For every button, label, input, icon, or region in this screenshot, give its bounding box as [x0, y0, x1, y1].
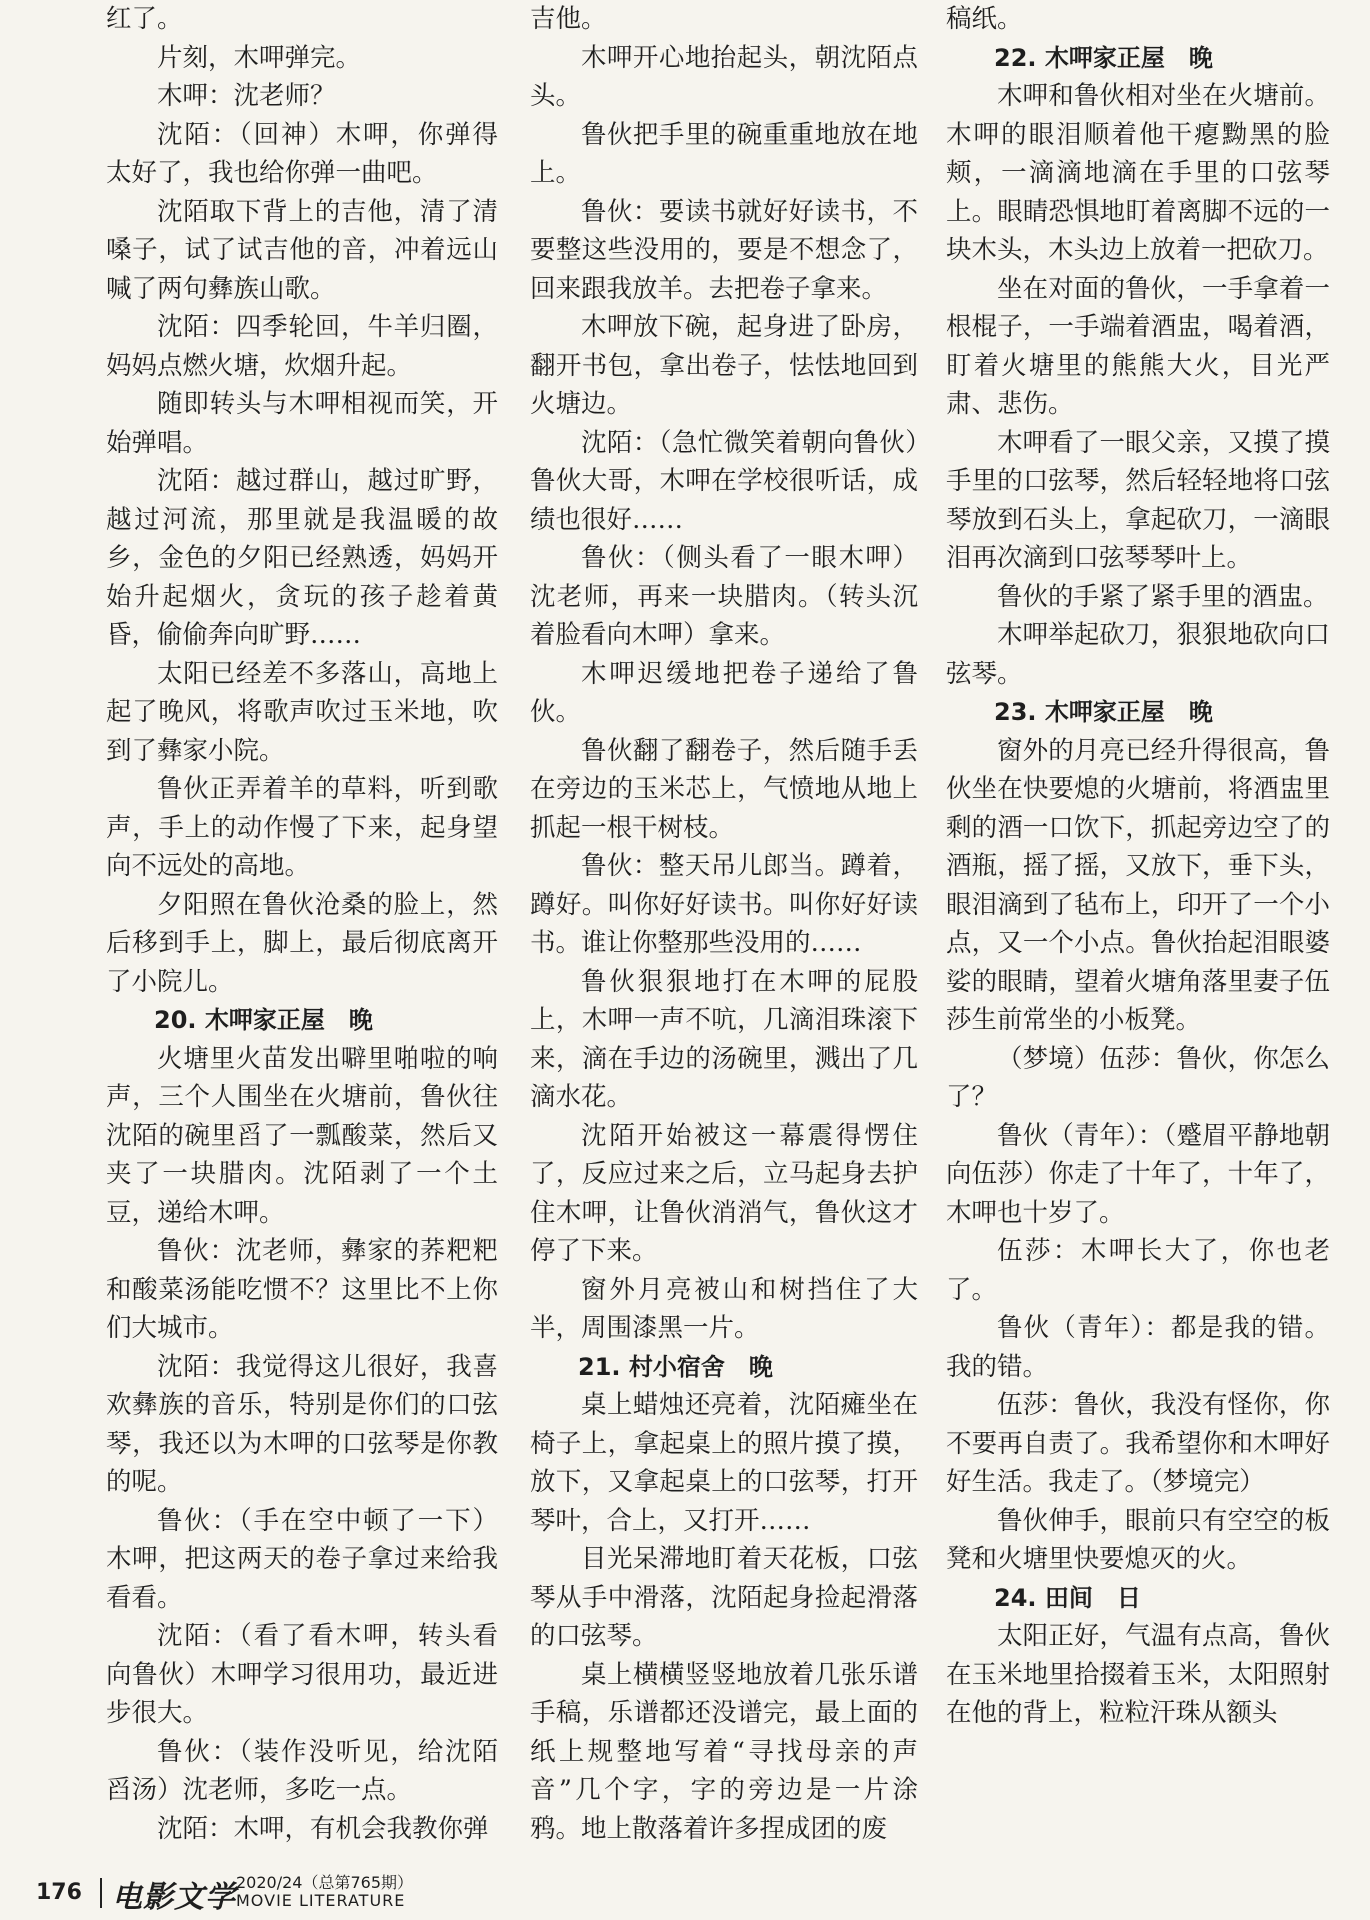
paragraph: 沈陌：我觉得这儿很好，我喜欢彝族的音乐，特别是你们的口弦琴，我还以为木呷的口弦琴是你教的呢。	[106, 1351, 498, 1497]
paragraph: 夕阳照在鲁伙沧桑的脸上，然后移到手上，脚上，最后彻底离开了小院儿。	[106, 889, 498, 997]
paragraph: 窗外的月亮已经升得很高，鲁伙坐在快要熄的火塘前，将酒盅里剩的酒一口饮下，抓起旁边空了的酒瓶，摇了摇，又放下，垂下头，眼泪滴到了毡布上，印开了一个小点，又一个小点。鲁伙抬起泪眼婆娑的眼睛，望着火塘角落里妻子伍莎生前常坐的小板凳。	[946, 735, 1330, 1035]
paragraph: 鲁伙：要读书就好好读书，不要整这些没用的，要是不想念了，回来跟我放羊。去把卷子拿来。	[530, 196, 918, 304]
paragraph: 桌上横横竖竖地放着几张乐谱手稿，乐谱都还没谱完，最上面的纸上规整地写着“寻找母亲的声音”几个字，字的旁边是一片涂鸦。地上散落着许多捏成团的废	[530, 1659, 918, 1844]
magazine-logo: 电影文学	[112, 1880, 236, 1915]
column-1	[106, 0, 498, 1848]
paragraph: 太阳已经差不多落山，高地上起了晚风，将歌声吹过玉米地，吹到了彝家小院。	[106, 658, 498, 766]
paragraph: 沈陌取下背上的吉他，清了清嗓子，试了试吉他的音，冲着远山喊了两句彝族山歌。	[106, 196, 498, 304]
issue-number: 2020/24（总第765期）	[236, 1873, 414, 1892]
scene-heading: 24. 田间 日	[994, 1583, 1141, 1612]
paragraph: 木呷开心地抬起头，朝沈陌点头。	[530, 42, 918, 111]
paragraph: 鲁伙正弄着羊的草料，听到歌声，手上的动作慢了下来，起身望向不远处的高地。	[106, 774, 498, 881]
paragraph: 鲁伙：整天吊儿郎当。蹲着，蹲好。叫你好好读书。叫你好好读书。谁让你整那些没用的……	[530, 851, 918, 958]
column-3	[946, 0, 1330, 1733]
scene-heading: 23. 木呷家正屋 晚	[994, 698, 1213, 726]
page-number: 176	[36, 1880, 82, 1905]
magazine-english-title: MOVIE LITERATURE	[236, 1891, 406, 1910]
paragraph: 木呷看了一眼父亲，又摸了摸手里的口弦琴，然后轻轻地将口弦琴放到石头上，拿起砍刀，一滴眼泪再次滴到口弦琴琴叶上。	[946, 427, 1330, 573]
paragraph: 木呷：沈老师？	[157, 81, 336, 111]
paragraph: 桌上蜡烛还亮着，沈陌瘫坐在椅子上，拿起桌上的照片摸了摸，放下，又拿起桌上的口弦琴，打开琴叶，合上，又打开……	[530, 1390, 918, 1536]
paragraph: 沈陌：木呷，有机会我教你弹	[157, 1813, 489, 1844]
paragraph: 鲁伙狠狠地打在木呷的屁股上，木呷一声不吭，几滴泪珠滚下来，滴在手边的汤碗里，溅出了几滴水花。	[530, 966, 918, 1112]
paragraph: 鲁伙（青年）：（蹙眉平静地朝向伍莎）你走了十年了，十年了，木呷也十岁了。	[946, 1120, 1330, 1228]
paragraph: 木呷迟缓地把卷子递给了鲁伙。	[530, 658, 918, 727]
paragraph: 鲁伙翻了翻卷子，然后随手丢在旁边的玉米芯上，气愤地从地上抓起一根干树枝。	[530, 735, 918, 843]
paragraph: 火塘里火苗发出噼里啪啦的响声，三个人围坐在火塘前，鲁伙往沈陌的碗里舀了一瓢酸菜，然后又夹了一块腊肉。沈陌剥了一个土豆，递给木呷。	[106, 1043, 498, 1228]
paragraph: 鲁伙：沈老师，彝家的荞粑粑和酸菜汤能吃惯不？这里比不上你们大城市。	[106, 1236, 498, 1343]
paragraph: 沈陌：（看了看木呷，转头看向鲁伙）木呷学习很用功，最近进步很大。	[106, 1621, 498, 1728]
paragraph: 沈陌开始被这一幕震得愣住了，反应过来之后，立马起身去护住木呷，让鲁伙消消气，鲁伙这才停了下来。	[530, 1120, 918, 1266]
page-footer	[0, 1870, 1370, 1920]
paragraph: 鲁伙把手里的碗重重地放在地上。	[530, 119, 918, 188]
paragraph: 窗外月亮被山和树挡住了大半，周围漆黑一片。	[530, 1274, 918, 1343]
paragraph: 木呷放下碗，起身进了卧房，翻开书包，拿出卷子，怯怯地回到火塘边。	[530, 312, 918, 419]
scene-heading: 22. 木呷家正屋 晚	[994, 43, 1213, 72]
paragraph: 木呷和鲁伙相对坐在火塘前。木呷的眼泪顺着他干瘪黝黑的脸颊，一滴滴地滴在手里的口弦琴上。眼睛恐惧地盯着离脚不远的一块木头，木头边上放着一把砍刀。	[946, 81, 1330, 265]
paragraph: 沈陌：越过群山，越过旷野，越过河流，那里就是我温暖的故乡，金色的夕阳已经熟透，妈妈开始升起烟火，贪玩的孩子趁着黄昏，偷偷奔向旷野……	[106, 466, 498, 650]
paragraph: 沈陌：（回神）木呷，你弹得太好了，我也给你弹一曲吧。	[106, 119, 498, 188]
paragraph: 太阳正好，气温有点高，鲁伙在玉米地里拾掇着玉米，太阳照射在他的背上，粒粒汗珠从额头	[946, 1621, 1330, 1728]
paragraph: 沈陌：四季轮回，牛羊归圈，妈妈点燃火塘，炊烟升起。	[106, 312, 498, 381]
issue-info	[236, 1874, 413, 1910]
paragraph: 鲁伙：（手在空中顿了一下）木呷，把这两天的卷子拿过来给我看看。	[106, 1505, 498, 1613]
paragraph: 鲁伙：（侧头看了一眼木呷）沈老师，再来一块腊肉。（转头沉着脸看向木呷）拿来。	[530, 543, 918, 650]
paragraph: 伍莎：鲁伙，我没有怪你，你不要再自责了。我希望你和木呷好好生活。我走了。（梦境完）	[946, 1390, 1330, 1497]
paragraph: （梦境）伍莎：鲁伙，你怎么了？	[946, 1043, 1330, 1112]
paragraph: 沈陌：（急忙微笑着朝向鲁伙）鲁伙大哥，木呷在学校很听话，成绩也很好……	[530, 427, 918, 535]
paragraph: 随即转头与木呷相视而笑，开始弹唱。	[106, 389, 498, 458]
paragraph: 片刻，木呷弹完。	[157, 42, 362, 73]
paragraph: 坐在对面的鲁伙，一手拿着一根棍子，一手端着酒盅，喝着酒，盯着火塘里的熊熊大火，目光严肃、悲伤。	[946, 273, 1330, 419]
column-2	[530, 0, 918, 1848]
paragraph-continued: 红了。	[106, 4, 183, 34]
paragraph: 鲁伙（青年）：都是我的错。我的错。	[946, 1313, 1330, 1382]
paragraph: 木呷举起砍刀，狠狠地砍向口弦琴。	[946, 620, 1330, 689]
paragraph: 伍莎：木呷长大了，你也老了。	[946, 1236, 1330, 1305]
scene-heading: 20. 木呷家正屋 晚	[154, 1006, 373, 1034]
paragraph: 鲁伙的手紧了紧手里的酒盅。	[997, 581, 1329, 612]
paragraph-continued: 稿纸。	[946, 4, 1023, 34]
paragraph: 鲁伙伸手，眼前只有空空的板凳和火塘里快要熄灭的火。	[946, 1505, 1330, 1574]
footer-divider	[100, 1878, 102, 1908]
paragraph-continued: 吉他。	[530, 4, 607, 34]
paragraph: 鲁伙：（装作没听见，给沈陌舀汤）沈老师，多吃一点。	[106, 1736, 498, 1805]
scene-heading: 21. 村小宿舍 晚	[578, 1352, 773, 1381]
paragraph: 目光呆滞地盯着天花板，口弦琴从手中滑落，沈陌起身捡起滑落的口弦琴。	[530, 1544, 918, 1651]
